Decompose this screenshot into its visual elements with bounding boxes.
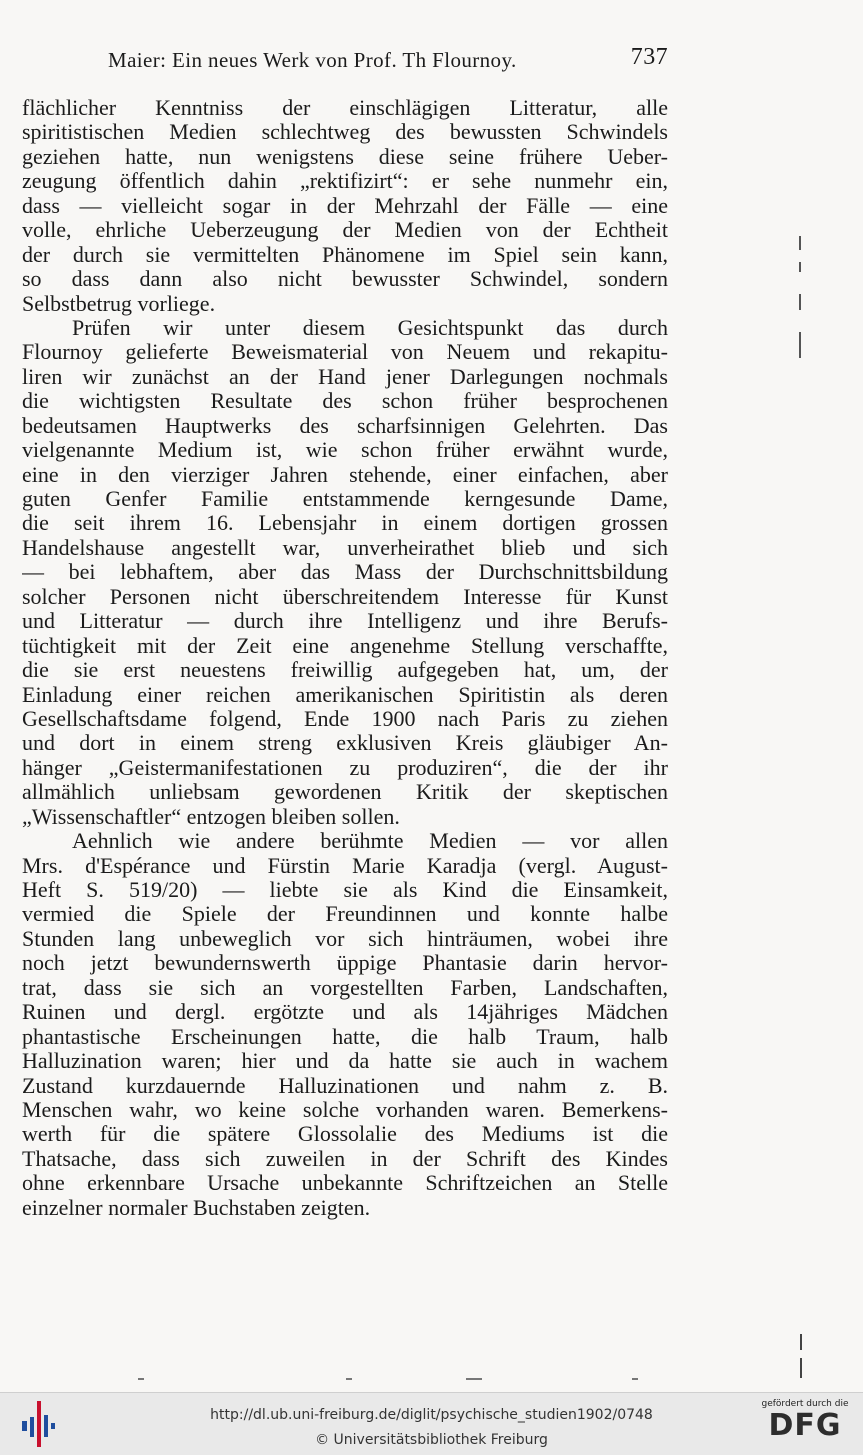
text-line: zeugung öffentlich dahin „rektifizirt“: er sehe nunmehr ein,: [22, 169, 668, 194]
text-line: trat, dass sie sich an vorgestellten Farben, Landschaften,: [22, 975, 668, 1000]
text-line: Aehnlich wie andere berühmte Medien — vor allen: [72, 829, 668, 854]
text-line: „Wissenschaftler“ entzogen bleiben sollen.: [22, 804, 400, 829]
text-line: Mrs. d'Espérance und Fürstin Marie Karadja (vergl. August-: [22, 853, 668, 878]
text-line: spiritistischen Medien schlechtweg des bewussten Schwindels: [22, 120, 668, 145]
text-line: der durch sie vermittelten Phänomene im Spiel sein kann,: [22, 242, 668, 267]
running-head: [108, 44, 668, 76]
text-line: allmählich unliebsam gewordenen Kritik der skeptischen: [22, 780, 668, 805]
text-line: Selbstbetrug vorliege.: [22, 291, 216, 316]
permalink-url[interactable]: http://dl.ub.uni-freiburg.de/diglit/psychische_studien1902/0748: [210, 1407, 653, 1423]
text-line: vielgenannte Medium ist, wie schon früher erwähnt wurde,: [22, 438, 668, 463]
text-line: Flournoy gelieferte Beweismaterial von Neuem und rekapitu-: [22, 340, 668, 365]
page-number: 737: [630, 44, 668, 70]
text-line: solcher Personen nicht überschreitendem Interesse für Kunst: [22, 584, 668, 609]
text-line: Zustand kurzdauernde Halluzinationen und nahm z. B.: [22, 1073, 668, 1098]
text-line: werth für die spätere Glossolalie des Mediums ist die: [22, 1122, 668, 1147]
text-line: phantastische Erscheinungen hatte, die halb Traum, halb: [22, 1024, 668, 1049]
text-line: — bei lebhaftem, aber das Mass der Durchschnittsbildung: [22, 560, 668, 585]
text-line: tüchtigkeit mit der Zeit eine angenehme Stellung verschaffte,: [22, 633, 668, 658]
text-line: dass — vielleicht sogar in der Mehrzahl der Fälle — eine: [22, 193, 668, 218]
margin-marks: [798, 236, 802, 366]
running-title: Maier: Ein neues Werk von Prof. Th Flournoy.: [108, 48, 517, 72]
copyright-notice: © Universitätsbibliothek Freiburg: [315, 1432, 548, 1448]
text-line: Einladung einer reichen amerikanischen Spiritistin als deren: [22, 682, 668, 707]
viewer-footer: [0, 1392, 863, 1455]
text-line: bedeutsamen Hauptwerks des scharfsinnigen Gelehrten. Das: [22, 413, 668, 438]
text-line: Menschen wahr, wo keine solche vorhanden waren. Bemerkens-: [22, 1097, 668, 1122]
text-line: ohne erkennbare Ursache unbekannte Schriftzeichen an Stelle: [22, 1171, 668, 1196]
text-line: eine in den vierziger Jahren stehende, einer einfachen, aber: [22, 462, 668, 487]
scan-edge-ticks: [0, 1378, 863, 1384]
funding-note: gefördert durch die: [761, 1399, 849, 1409]
text-line: Gesellschaftsdame folgend, Ende 1900 nach Paris zu ziehen: [22, 706, 668, 731]
text-line: Halluzination waren; hier und da hatte sie auch in wachem: [22, 1049, 668, 1074]
text-line: und Litteratur — durch ihre Intelligenz und ihre Berufs-: [22, 609, 668, 634]
text-line: geziehen hatte, nun wenigstens diese seine frühere Ueber-: [22, 144, 668, 169]
text-line: Ruinen und dergl. ergötzte und als 14jähriges Mädchen: [22, 1000, 668, 1025]
text-line: vermied die Spiele der Freundinnen und konnte halbe: [22, 902, 668, 927]
text-line: Heft S. 519/20) — liebte sie als Kind die Einsamkeit,: [22, 878, 668, 902]
text-line: hänger „Geistermanifestationen zu produziren“, die der ihr: [22, 755, 668, 780]
text-line: Handelshause angestellt war, unverheirathet blieb und sich: [22, 535, 668, 560]
body-text: [22, 96, 668, 1220]
text-line: und dort in einem streng exklusiven Kreis gläubiger An-: [22, 731, 668, 756]
text-line: einzelner normaler Buchstaben zeigten.: [22, 1195, 371, 1220]
text-line: die wichtigsten Resultate des schon früher besprochenen: [22, 389, 668, 414]
text-line: Prüfen wir unter diesem Gesichtspunkt das durch: [72, 315, 668, 340]
margin-marks-lower: [800, 1334, 804, 1380]
text-line: guten Genfer Familie entstammende kerngesunde Dame,: [22, 487, 668, 511]
text-line: liren wir zunächst an der Hand jener Darlegungen nochmals: [22, 364, 668, 389]
text-line: volle, ehrliche Ueberzeugung der Medien von der Echtheit: [22, 218, 668, 243]
text-line: die seit ihrem 16. Lebensjahr in einem dortigen grossen: [22, 511, 668, 536]
text-line: Thatsache, dass sich zuweilen in der Schrift des Kindes: [22, 1146, 668, 1171]
text-line: so dass dann also nicht bewusster Schwindel, sondern: [22, 267, 668, 292]
text-line: Stunden lang unbeweglich vor sich hinträumen, wobei ihre: [22, 926, 668, 951]
text-line: flächlicher Kenntniss der einschlägigen Litteratur, alle: [22, 96, 668, 120]
dfg-wordmark: DFG: [768, 1408, 842, 1443]
text-line: die sie erst neuestens freiwillig aufgegeben hat, um, der: [22, 658, 668, 683]
dfg-logo: [757, 1399, 853, 1451]
text-line: noch jetzt bewundernswerth üppige Phantasie darin hervor-: [22, 951, 668, 976]
